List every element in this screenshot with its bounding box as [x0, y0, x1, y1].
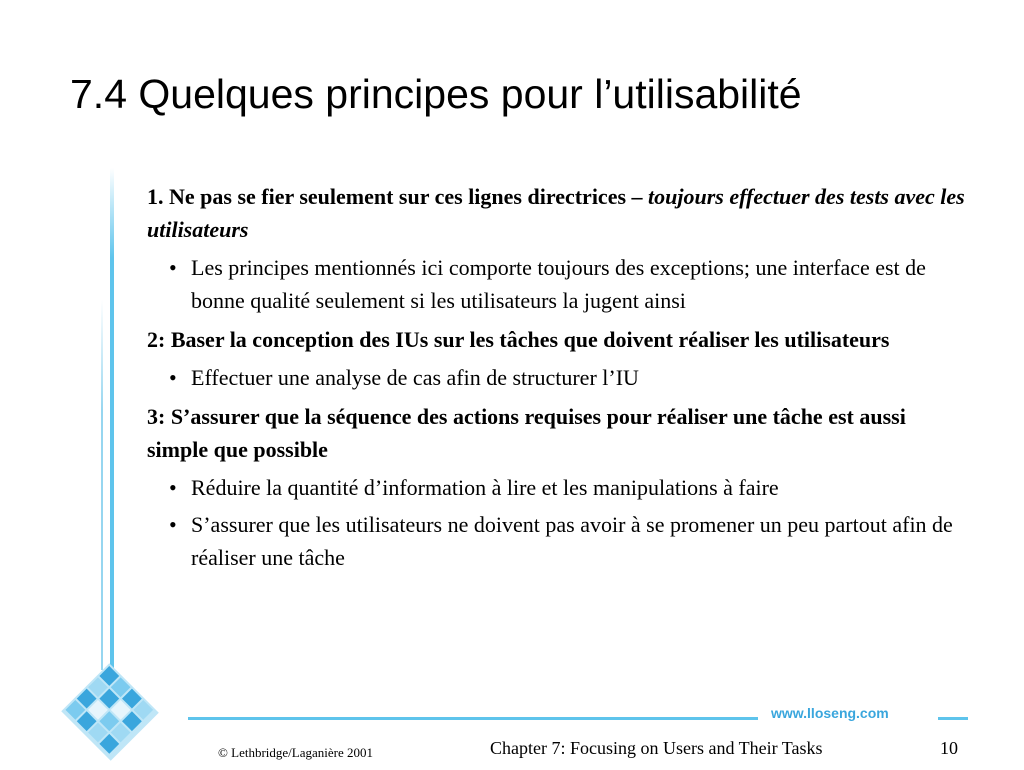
- bullet-marker: •: [169, 512, 177, 537]
- footer-url: www.lloseng.com: [771, 705, 889, 721]
- bullet-text: Réduire la quantité d’information à lire et les manipulations à faire: [191, 475, 779, 500]
- bullet-item: [147, 471, 972, 504]
- footer-page-number: 10: [940, 738, 958, 758]
- footer-accent-line-end: [938, 717, 968, 720]
- principle-3-bullets: [147, 471, 972, 574]
- logo-graphic: [45, 650, 180, 765]
- vertical-accent-bar-thin: [101, 300, 103, 670]
- slide-body: [147, 180, 972, 580]
- bullet-text: Effectuer une analyse de cas afin de structurer l’IU: [191, 365, 639, 390]
- slide-title: 7.4 Quelques principes pour l’utilisabilité: [70, 71, 802, 117]
- bullet-item: [147, 251, 972, 317]
- footer-accent-line: [188, 717, 758, 720]
- vertical-accent-bar: [110, 168, 114, 668]
- tiled-diamond-logo-icon: [45, 650, 180, 765]
- principle-2-heading: [147, 323, 972, 356]
- principle-3-heading-bold: 3: S’assurer que la séquence des actions requises pour réaliser une tâche est aussi simple que possible: [147, 404, 906, 462]
- principle-1-bullets: [147, 251, 972, 317]
- principle-2-heading-bold: 2: Baser la conception des IUs sur les tâches que doivent réaliser les utilisateurs: [147, 327, 890, 352]
- bullet-marker: •: [169, 475, 177, 500]
- bullet-text: Les principes mentionnés ici comporte toujours des exceptions; une interface est de bonne qualité seulement si les utilisateurs la jugent ainsi: [191, 255, 926, 313]
- principle-1-heading-bold: 1. Ne pas se fier seulement sur ces lignes directrices –: [147, 184, 649, 209]
- bullet-item: [147, 361, 972, 394]
- bullet-item: [147, 508, 972, 574]
- principle-3-heading: [147, 400, 972, 466]
- principle-1-heading: [147, 180, 972, 246]
- footer-copyright: © Lethbridge/Laganière 2001: [218, 745, 373, 760]
- bullet-text: S’assurer que les utilisateurs ne doivent pas avoir à se promener un peu partout afin de réaliser une tâche: [191, 512, 953, 570]
- footer-chapter-title: Chapter 7: Focusing on Users and Their Tasks: [490, 738, 823, 758]
- bullet-marker: •: [169, 365, 177, 390]
- principle-2-bullets: [147, 361, 972, 394]
- principle-1-heading-italic: toujours effectuer des tests avec les utilisateurs: [147, 184, 965, 242]
- bullet-marker: •: [169, 255, 177, 280]
